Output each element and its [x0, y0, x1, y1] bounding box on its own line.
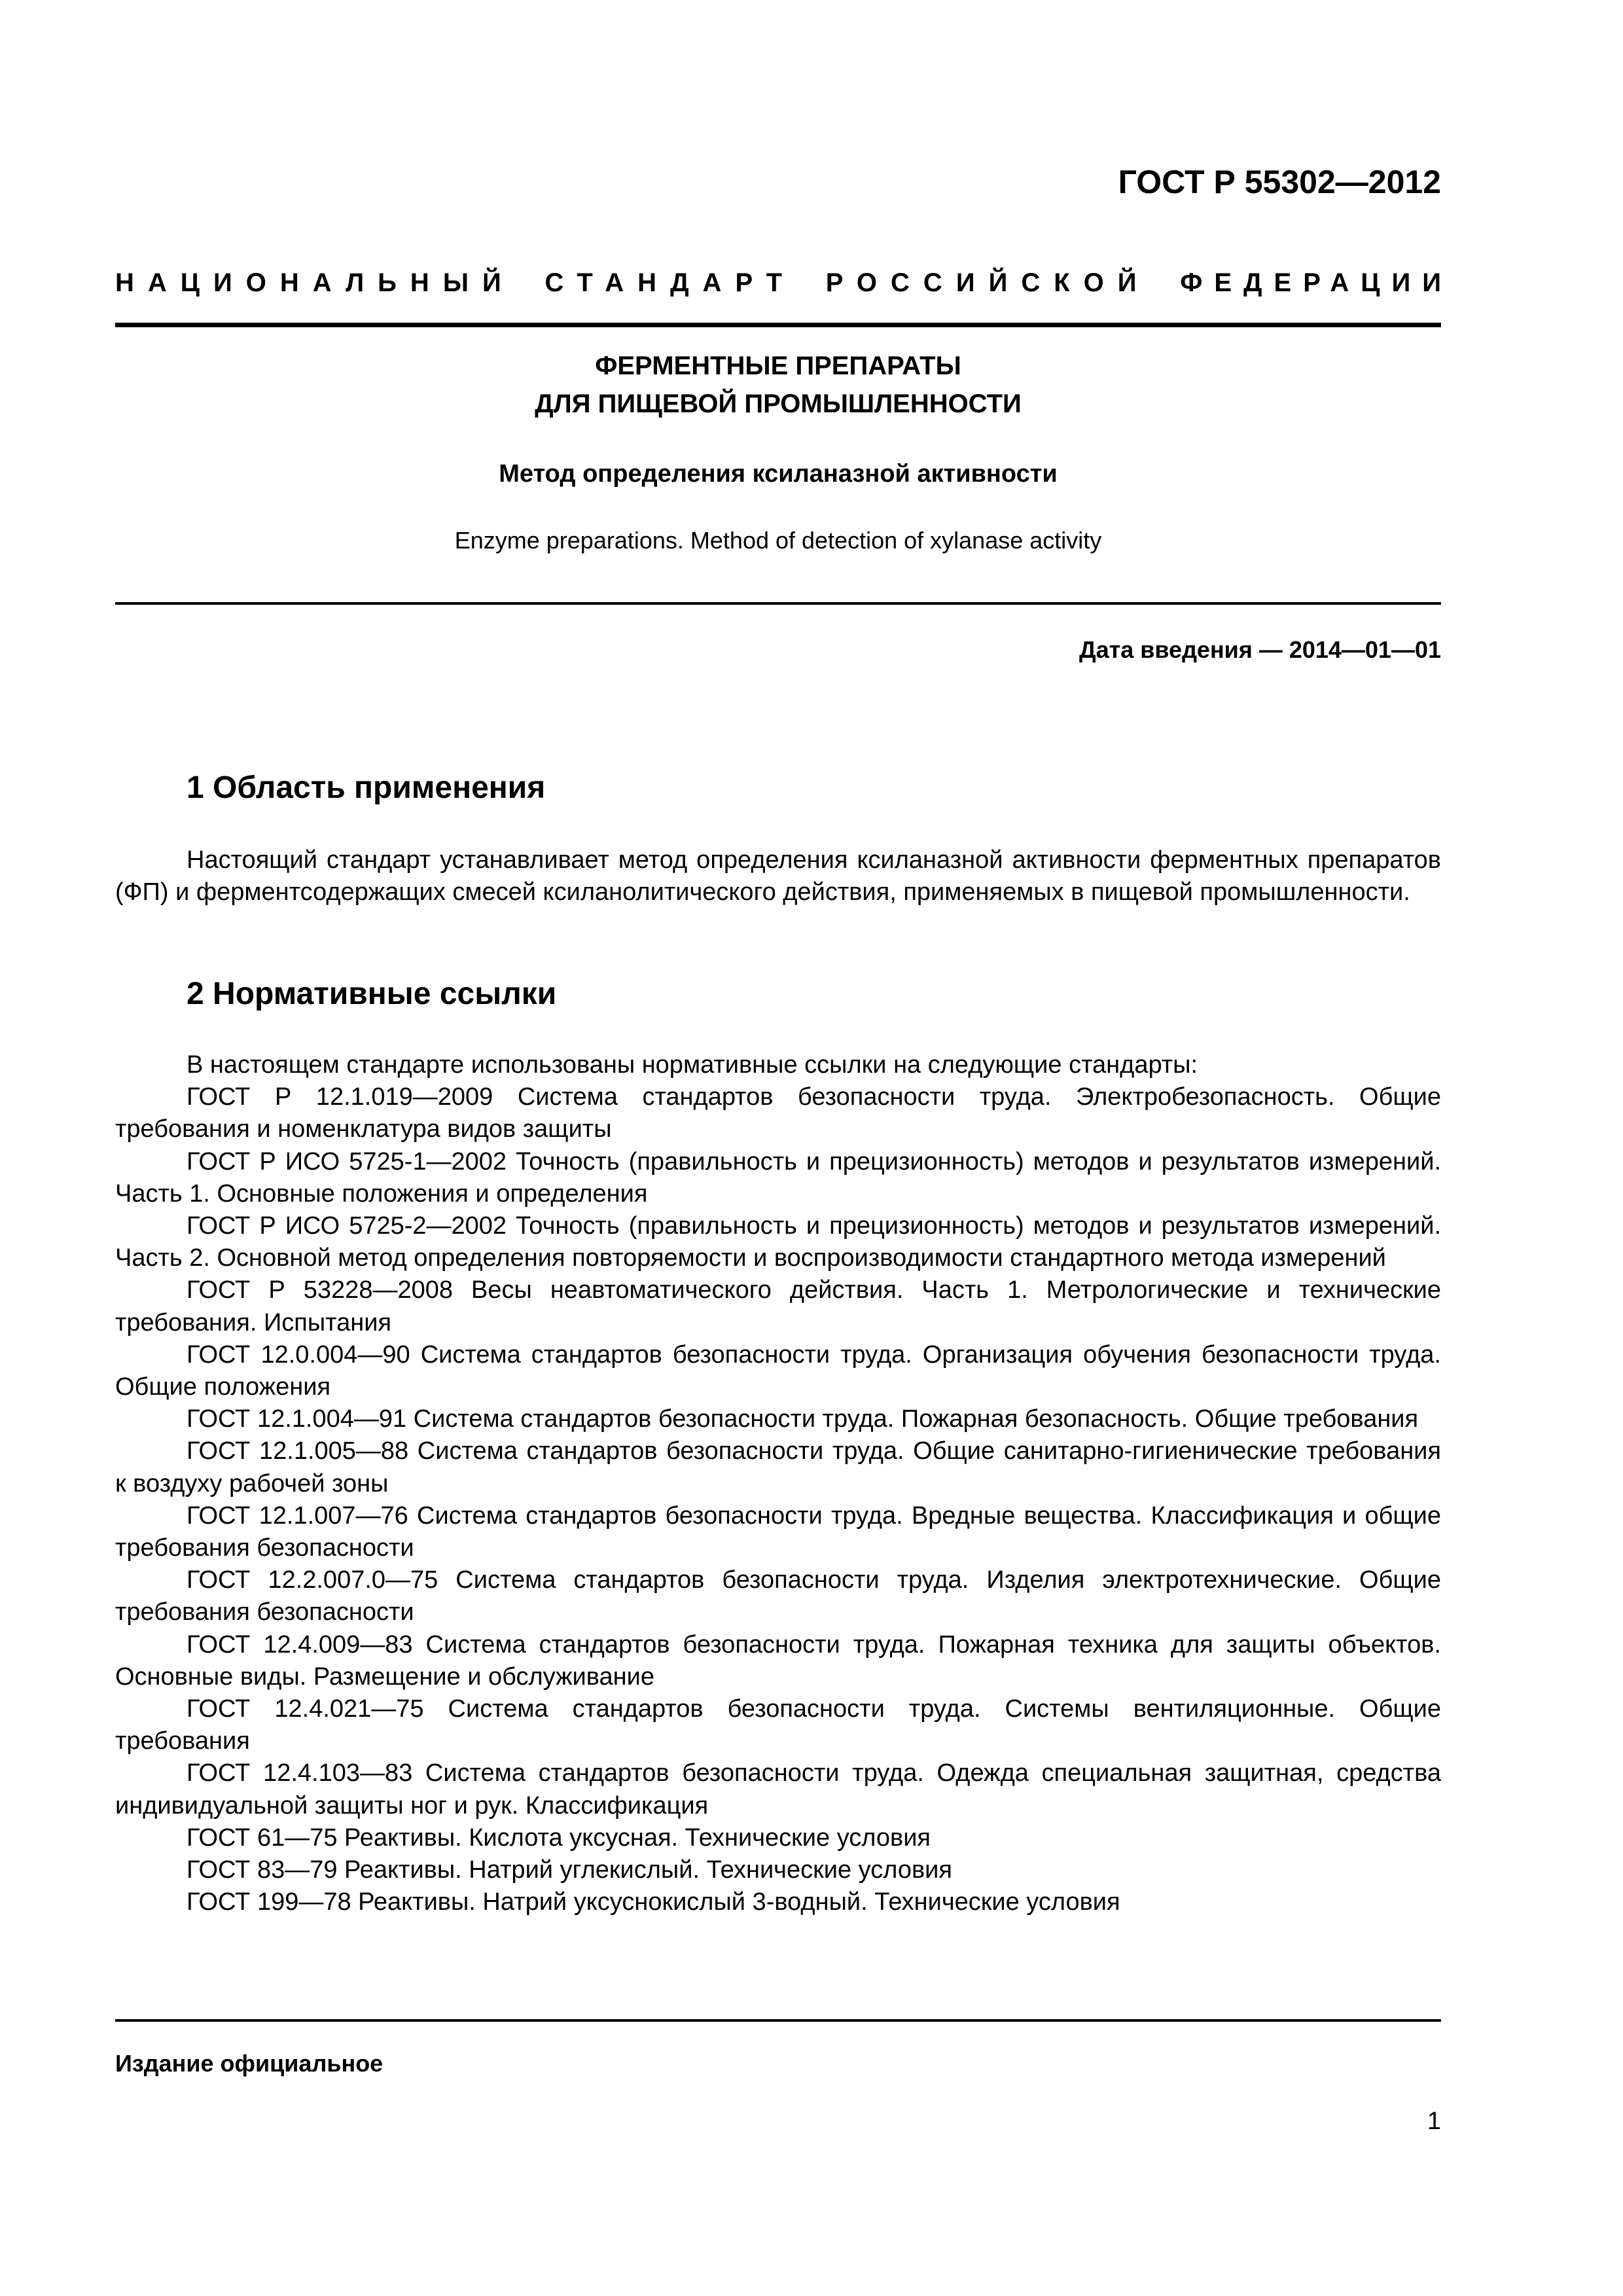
section-heading-references: 2 Нормативные ссылки: [187, 977, 557, 1011]
english-title: Enzyme preparations. Method of detection of xylanase activity: [454, 527, 1102, 554]
footer-divider: [115, 2019, 1441, 2022]
reference-item: ГОСТ Р ИСО 5725-1—2002 Точность (правильность и прецизионность) методов и результатов измерений. Часть 1. Основные положения и определения: [115, 1147, 1441, 1208]
banner-word: РОССИЙСКОЙ: [825, 268, 1150, 297]
page-number: 1: [1427, 2108, 1441, 2135]
banner-word: НАЦИОНАЛЬНЫЙ: [115, 268, 515, 297]
title-divider: [115, 602, 1441, 605]
document-subtitle: Метод определения ксиланазной активности: [499, 460, 1058, 488]
document-number: ГОСТ Р 55302—2012: [1118, 164, 1441, 200]
national-standard-banner: [115, 267, 1453, 298]
introduction-date: Дата введения — 2014—01—01: [1079, 636, 1441, 663]
reference-item: ГОСТ Р ИСО 5725-2—2002 Точность (правильность и прецизионность) методов и результатов измерений. Часть 2. Основной метод определения повторяемости и воспроизводимости стандартного метода измерений: [115, 1212, 1441, 1272]
reference-item: ГОСТ 12.2.007.0—75 Система стандартов безопасности труда. Изделия электротехнические. Общие требования безопасности: [115, 1566, 1441, 1626]
reference-item: ГОСТ 83—79 Реактивы. Натрий углекислый. Технические условия: [187, 1856, 952, 1884]
document-title: [115, 347, 1441, 423]
reference-item: ГОСТ Р 12.1.019—2009 Система стандартов безопасности труда. Электробезопасность. Общие требования и номенклатура видов защиты: [115, 1083, 1441, 1143]
title-line: ДЛЯ ПИЩЕВОЙ ПРОМЫШЛЕННОСТИ: [535, 389, 1022, 418]
reference-item: ГОСТ 12.4.103—83 Система стандартов безопасности труда. Одежда специальная защитная, средства индивидуальной защиты ног и рук. Классификация: [115, 1759, 1441, 1820]
references-intro: В настоящем стандарте использованы нормативные ссылки на следующие стандарты:: [187, 1051, 1198, 1079]
reference-item: ГОСТ 199—78 Реактивы. Натрий уксуснокислый 3-водный. Технические условия: [187, 1888, 1120, 1916]
reference-item: ГОСТ 12.4.009—83 Система стандартов безопасности труда. Пожарная техника для защиты объектов. Основные виды. Размещение и обслуживание: [115, 1630, 1441, 1691]
reference-item: ГОСТ 12.4.021—75 Система стандартов безопасности труда. Системы вентиляционные. Общие требования: [115, 1695, 1441, 1755]
banner-word: ФЕДЕРАЦИИ: [1180, 268, 1453, 297]
banner-word: СТАНДАРТ: [544, 268, 796, 297]
header-divider: [115, 323, 1441, 327]
reference-item: ГОСТ 12.1.005—88 Система стандартов безопасности труда. Общие санитарно-гигиенические требования к воздуху рабочей зоны: [115, 1437, 1441, 1498]
reference-item: ГОСТ Р 53228—2008 Весы неавтоматического действия. Часть 1. Метрологические и технические требования. Испытания: [115, 1276, 1441, 1336]
title-line: ФЕРМЕНТНЫЕ ПРЕПАРАТЫ: [595, 351, 961, 380]
reference-item: ГОСТ 12.1.004—91 Система стандартов безопасности труда. Пожарная безопасность. Общие требования: [187, 1405, 1419, 1433]
scope-paragraph: Настоящий стандарт устанавливает метод определения ксиланазной активности ферментных препаратов (ФП) и ферментсодержащих смесей ксиланолитического действия, применяемых в пищевой промышленности.: [115, 846, 1441, 906]
reference-item: ГОСТ 61—75 Реактивы. Кислота уксусная. Технические условия: [187, 1823, 931, 1852]
reference-item: ГОСТ 12.0.004—90 Система стандартов безопасности труда. Организация обучения безопасности труда. Общие положения: [115, 1340, 1441, 1401]
official-edition-label: Издание официальное: [115, 2050, 383, 2077]
reference-item: ГОСТ 12.1.007—76 Система стандартов безопасности труда. Вредные вещества. Классификация и общие требования безопасности: [115, 1501, 1441, 1562]
section-heading-scope: 1 Область применения: [187, 770, 546, 805]
references-list: [115, 1049, 1441, 1918]
